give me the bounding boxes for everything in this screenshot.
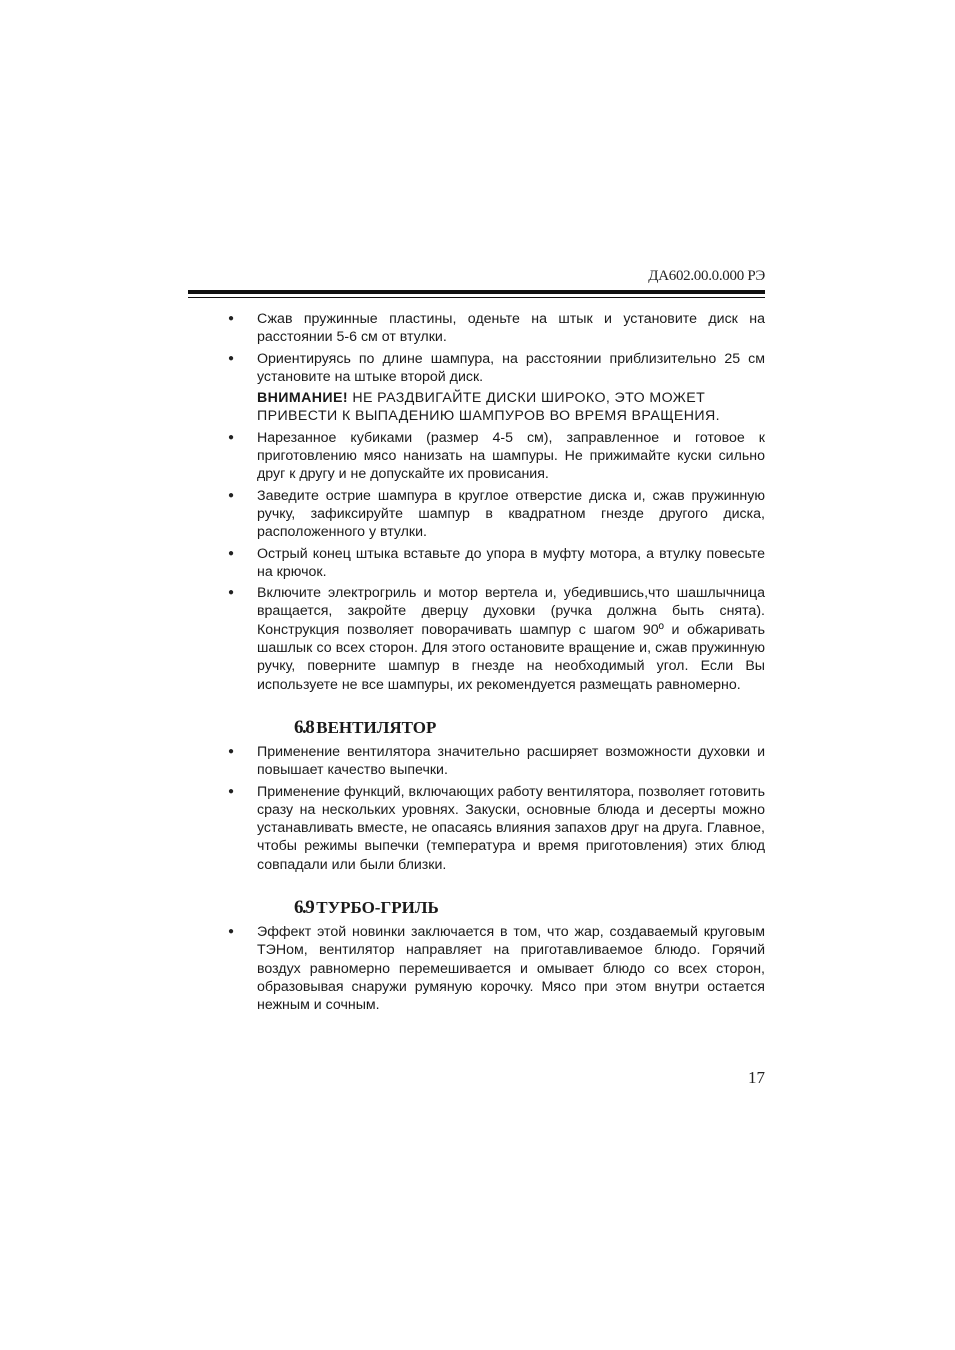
- page-content: [228, 310, 765, 1018]
- list-item: ● Включите электрогриль и мотор вертела и, убедившись,что шашлычница вращается, закройте дверцу духовки (ручка должна быть снята). Конструкция позволяет поворачивать шампур с шагом 90º и обжаривать шашлык со всех сторон. Для этого остановите вращение и, сжав пружинную ручку, поверните шампур в гнезде на необходимый угол. Если Вы используете не все шампуры, их рекомендуется размещать равномерно.: [228, 584, 765, 694]
- warning-text: НЕ РАЗДВИГАЙТЕ ДИСКИ ШИРОКО, ЭТО МОЖЕТ ПРИВЕСТИ К ВЫПАДЕНИЮ ШАМПУРОВ ВО ВРЕМЯ ВРАЩЕНИЯ.: [257, 390, 720, 425]
- list-item: ● Применение вентилятора значительно расширяет возможности духовки и повышает качество выпечки.: [228, 743, 765, 780]
- list-item: ● Нарезанное кубиками (размер 4-5 см), заправленное и готовое к приготовлению мясо нанизать на шампуры. Не прижимайте куски сильно друг к другу и не допускайте их провисания.: [228, 429, 765, 484]
- section-title: ВЕНТИЛЯТОР: [316, 717, 437, 737]
- document-code: ДА602.00.0.000 РЭ: [648, 268, 765, 284]
- section-number: 6.9: [294, 897, 314, 919]
- header-rule-thin: [188, 297, 765, 298]
- list-item: ● Ориентируясь по длине шампура, на расстоянии приблизительно 25 см установите на штыке второй диск.: [228, 350, 765, 387]
- list-item: ● Сжав пружинные пластины, оденьте на штык и установите диск на расстоянии 5-6 см от втулки.: [228, 310, 765, 347]
- list-item: ● Заведите острие шампура в круглое отверстие диска и, сжав пружинную ручку, зафиксируйте шампур в квадратном гнезде другого диска, расположенного у втулки.: [228, 487, 765, 542]
- section-heading-turbo-grill: [228, 898, 765, 918]
- page-number: 17: [748, 1068, 765, 1087]
- section-heading-fan: [228, 718, 765, 738]
- warning-label: ВНИМАНИЕ!: [257, 390, 348, 407]
- list-item: ● Острый конец штыка вставьте до упора в муфту мотора, а втулку повесьте на крючок.: [228, 545, 765, 582]
- section-title: ТУРБО-ГРИЛЬ: [316, 898, 439, 918]
- section-number: 6.8: [294, 716, 314, 738]
- header-rule-thick: [188, 290, 765, 294]
- warning-note: [228, 389, 765, 426]
- list-item: ● Применение функций, включающих работу вентилятора, позволяет готовить сразу на нескольких уровнях. Закуски, основные блюда и десерты можно устанавливать вместе, не опасаясь влияния запахов друг на друга. Главное, чтобы режимы выпечки (температура и время приготовления) этих блюд совпадали или были близки.: [228, 783, 765, 874]
- list-item: ● Эффект этой новинки заключается в том, что жар, создаваемый круговым ТЭНом, вентилятор направляет на приготавливаемое блюдо. Горячий воздух равномерно перемешивается и омывает блюдо со всех сторон, образовывая снаружи румяную корочку. Мясо при этом внутри остается нежным и сочным.: [228, 923, 765, 1014]
